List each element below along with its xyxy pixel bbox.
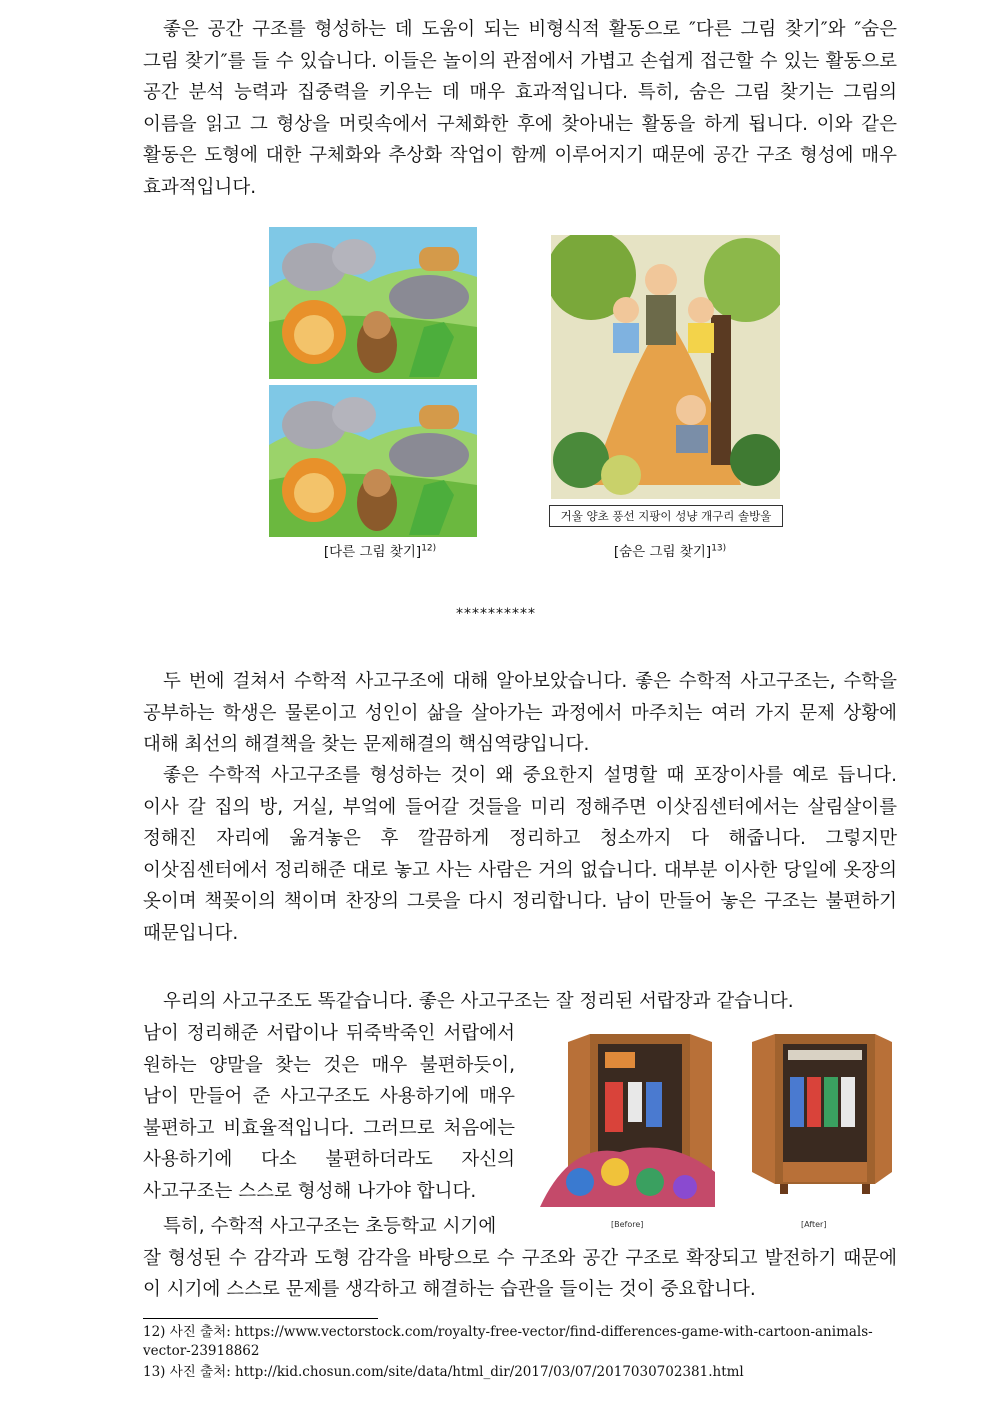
spot-difference-illustration bbox=[269, 227, 477, 537]
paragraph-drawer-intro: 우리의 사고구조도 똑같습니다. 좋은 사고구조는 잘 정리된 서랍장과 같습니다. bbox=[163, 991, 794, 1012]
wardrobe-before bbox=[540, 1034, 715, 1207]
hidden-caption bbox=[585, 540, 755, 560]
section-separator: ********** bbox=[456, 606, 536, 622]
footnote-ref-13[interactable]: 13) bbox=[711, 543, 727, 554]
after-label: [After] bbox=[801, 1220, 827, 1229]
footnote-13[interactable]: 13) 사진 출처: http://kid.chosun.com/site/data/html_dir/2017/03/07/2017030702381.html bbox=[143, 1364, 744, 1380]
footnote-divider bbox=[143, 1318, 378, 1319]
hidden-picture-illustration bbox=[551, 235, 780, 499]
paragraph-thinking-structure: 두 번에 걸쳐서 수학적 사고구조에 대해 알아보았습니다. 좋은 수학적 사고구조는, 수학을 공부하는 학생은 물론이고 성인이 삶을 살아가는 과정에서 마주치는 여러 가지 문제 상황에 대해 최선의 해결책을 찾는 문제해결의 핵심역량입니다. bbox=[143, 671, 897, 755]
wardrobe-after bbox=[752, 1034, 892, 1194]
spot-difference-bottom-panel bbox=[269, 385, 477, 537]
before-label: [Before] bbox=[611, 1220, 644, 1229]
footnote-ref-12[interactable]: 12) bbox=[421, 543, 437, 554]
hidden-caption-text: [숨은 그림 찾기] bbox=[613, 544, 712, 560]
wardrobe-before-after-illustration bbox=[540, 1022, 892, 1212]
spot-difference-top-panel bbox=[269, 227, 477, 379]
footnote-12[interactable]: 12) 사진 출처: https://www.vectorstock.com/royalty-free-vector/find-differences-game-with-cartoon-animals-vector-23918862 bbox=[143, 1324, 873, 1359]
paragraph-moving-example: 좋은 수학적 사고구조를 형성하는 것이 왜 중요한지 설명할 때 포장이사를 예로 듭니다. 이사 갈 집의 방, 거실, 부엌에 들어갈 것들을 미리 정해주면 이삿짐센터에서는 살림살이를 정해진 자리에 옮겨놓은 후 깔끔하게 정리하고 청소까지 다 해줍니다. 그렇지만 이삿짐센터에서 정리해준 대로 놓고 사는 사람은 거의 없습니다. 대부분 이사한 당일에 옷장의 옷이며 책꽂이의 책이며 찬장의 그릇을 다시 정리합니다. 남이 만들어 놓은 구조는 불편하기 때문입니다. bbox=[143, 765, 897, 944]
paragraph-elementary-period bbox=[143, 1211, 897, 1306]
paragraph-elementary-first-line: 특히, 수학적 사고구조는 초등학교 시기에 bbox=[163, 1216, 497, 1237]
hidden-word-list: 거울 양초 풍선 지팡이 성냥 개구리 솔방울 bbox=[549, 505, 783, 527]
diff-caption-text: [다른 그림 찾기] bbox=[323, 544, 422, 560]
paragraph-elementary-rest: 잘 형성된 수 감각과 도형 감각을 바탕으로 수 구조와 공간 구조로 확장되고 발전하기 때문에 이 시기에 스스로 문제를 생각하고 해결하는 습관을 들이는 것이 중요합니다. bbox=[143, 1247, 897, 1300]
diff-caption bbox=[300, 540, 460, 560]
paragraph-drawer-body: 남이 정리해준 서랍이나 뒤죽박죽인 서랍에서 원하는 양말을 찾는 것은 매우 불편하듯이, 남이 만들어 준 사고구조도 사용하기에 매우 불편하고 비효율적입니다. 그러므로 처음에는 사용하기에 다소 불편하더라도 자신의 사고구조는 스스로 형성해 나가야 합니다. bbox=[143, 1023, 515, 1202]
paragraph-spatial-activities: 좋은 공간 구조를 형성하는 데 도움이 되는 비형식적 활동으로 ″다른 그림 찾기″와 ″숨은 그림 찾기″를 들 수 있습니다. 이들은 놀이의 관점에서 가볍고 손쉽게 접근할 수 있는 활동으로 공간 분석 능력과 집중력을 키우는 데 매우 효과적입니다. 특히, 숨은 그림 찾기는 그림의 이름을 읽고 그 형상을 머릿속에서 구체화한 후에 찾아내는 활동을 하게 됩니다. 이와 같은 활동은 도형에 대한 구체화와 추상화 작업이 함께 이루어지기 때문에 공간 구조 형성에 매우 효과적입니다. bbox=[143, 19, 897, 198]
